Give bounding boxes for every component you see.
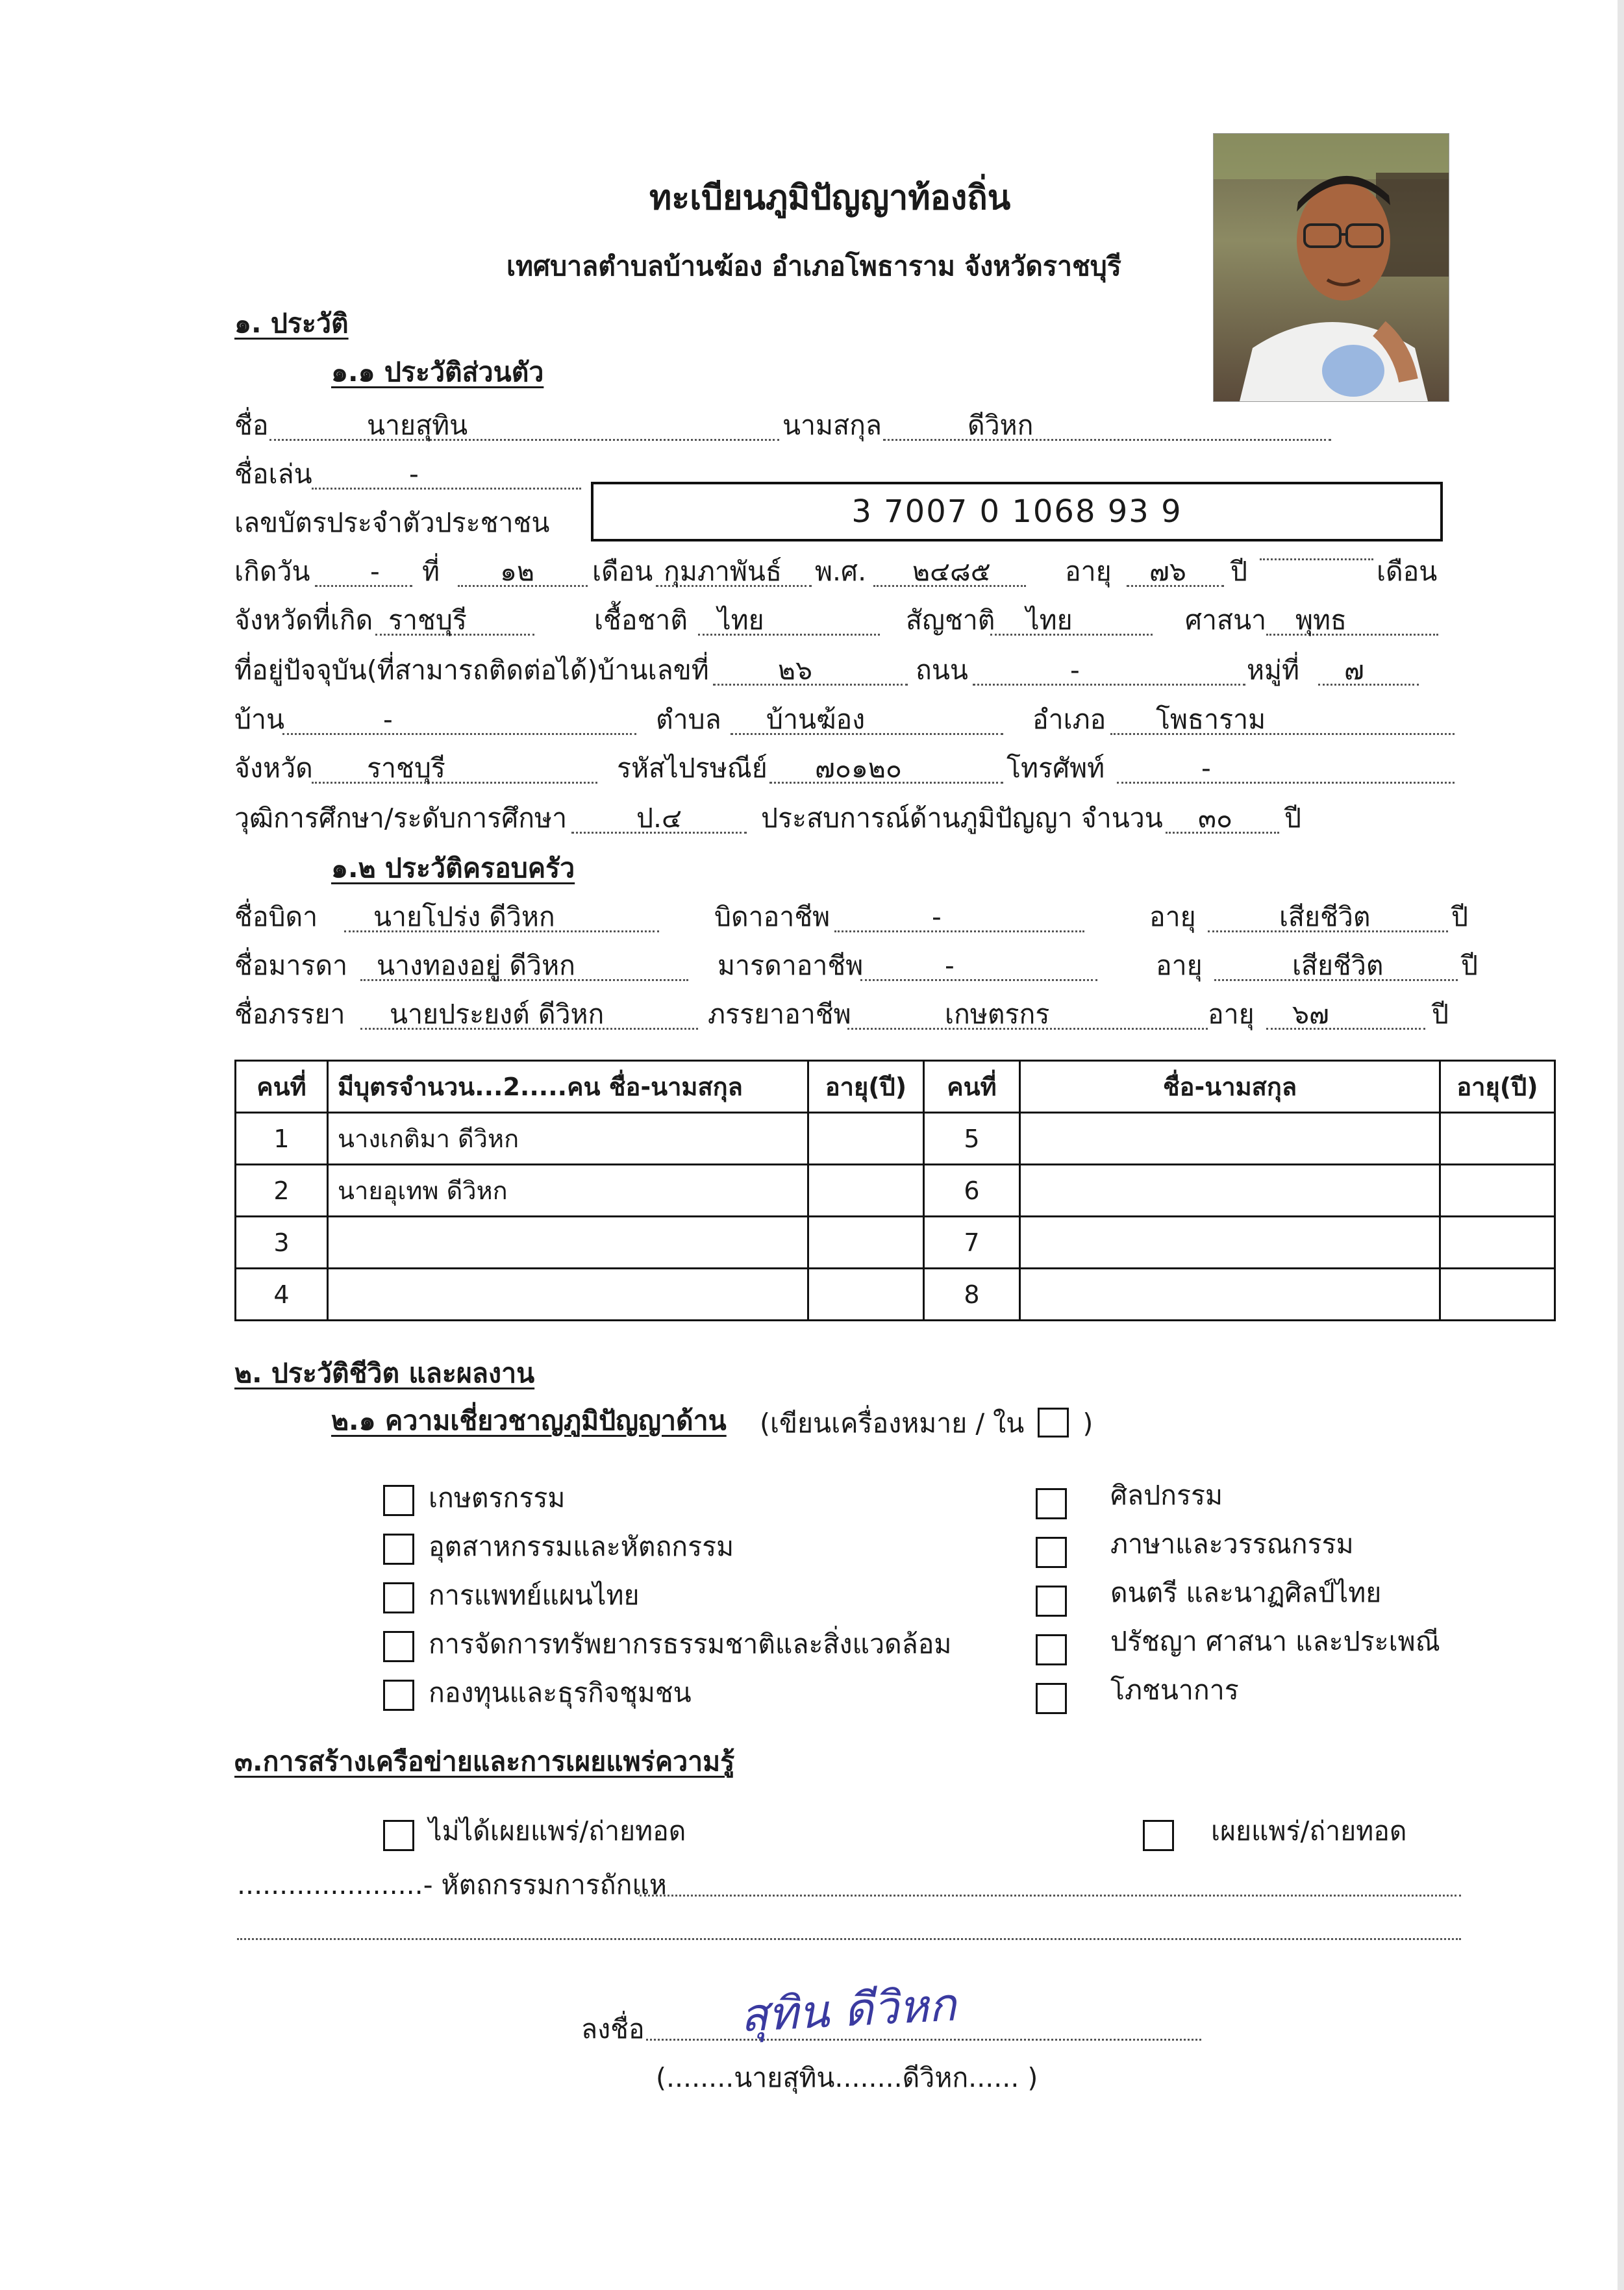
nationality-value: ไทย [990,607,1153,636]
section2-1-note [760,1408,1093,1437]
table-row [236,1269,1555,1321]
year-be-label: พ.ศ. [815,556,867,587]
mother-label: ชื่อมารดา [234,950,348,981]
option-label: ศิลปกรรม [1110,1480,1223,1511]
house-no-value: ๒๖ [713,657,908,686]
mother-years-label: ปี [1461,950,1479,981]
option-label: ปรัชญา ศาสนา และประเพณี [1110,1626,1440,1657]
age-months-value [1260,558,1373,560]
race-label: เชื้อชาติ [594,604,688,636]
table-cell [1440,1113,1555,1165]
dissemination-detail-line: ......................- หัตถกรรมการถักแห [237,1869,667,1900]
name-label: ชื่อ [234,410,269,441]
checkbox-natural-resources[interactable] [383,1631,414,1662]
sign-label: ลงชื่อ [581,2013,645,2045]
spouse-years-label: ปี [1432,999,1449,1030]
option-label: โภชนาการ [1110,1674,1239,1706]
table-cell: 8 [924,1269,1020,1321]
name-value: นายสุทิน [269,412,779,441]
option-label: ดนตรี และนาฏศิลป์ไทย [1110,1577,1382,1608]
nationality-label: สัญชาติ [906,604,995,636]
mother-job-value: - [860,952,1097,981]
checkbox-agriculture[interactable] [383,1485,414,1516]
road-value: - [973,657,1245,686]
mother-age-value: เสียชีวิต [1214,952,1458,981]
table-cell [328,1217,808,1269]
table-cell: นายอุเทพ ดีวิหก [328,1165,808,1217]
date-no-label: ที่ [422,556,440,587]
col-header-age-2: อายุ(ปี) [1440,1061,1555,1113]
religion-value: พุทธ [1266,607,1438,636]
section2-1-heading: ๒.๑ ความเชี่ยวชาญภูมิปัญญาด้าน [331,1405,727,1436]
nickname-label: ชื่อเล่น [234,458,312,490]
spouse-age-value: ๖๗ [1266,1001,1425,1030]
spouse-job-label: ภรรยาอาชีพ [708,999,851,1030]
month-value: กุมภาพันธ์ [656,558,812,587]
race-value: ไทย [698,607,880,636]
mother-age-label: อายุ [1156,950,1203,981]
checkbox-language-literature[interactable] [1036,1537,1067,1568]
col-header-no-2: คนที่ [924,1061,1020,1113]
table-cell: นางเกติมา ดีวิหก [328,1113,808,1165]
education-value: ป.๔ [571,805,747,834]
experience-label: ประสบการณ์ด้านภูมิปัญญา จำนวน [761,803,1163,834]
section1-2-heading: ๑.๒ ประวัติครอบครัว [331,853,575,884]
province-value: ราชบุรี [312,755,597,784]
education-label: วุฒิการศึกษา/ระดับการศึกษา [234,803,568,834]
checkbox-philosophy-religion[interactable] [1036,1634,1067,1665]
age-label: อายุ [1065,556,1112,587]
moo-label: หมู่ที่ [1247,654,1300,686]
table-cell [808,1269,924,1321]
experience-years-label: ปี [1284,803,1302,834]
nickname-value: - [312,461,581,490]
village-label: บ้าน [234,704,285,735]
surname-label: นามสกุล [782,410,882,441]
table-cell [1020,1269,1440,1321]
born-day-label: เกิดวัน [234,556,310,587]
form-title: ทะเบียนภูมิปัญญาท้องถิ่น [649,179,1011,218]
col-header-name-2: ชื่อ-นามสกุล [1020,1061,1440,1113]
checkbox-thai-medicine[interactable] [383,1582,414,1613]
table-cell [1020,1217,1440,1269]
table-cell [1020,1165,1440,1217]
table-cell: 2 [236,1165,328,1217]
table-cell: 1 [236,1113,328,1165]
scan-edge [1618,0,1624,2290]
spouse-job-value: เกษตรกร [847,1001,1208,1030]
subdistrict-value: บ้านฆ้อง [731,706,1003,735]
section2-heading: ๒. ประวัติชีวิต และผลงาน [234,1358,535,1389]
road-label: ถนน [916,654,968,686]
section3-heading: ๓.การสร้างเครือข่ายและการเผยแพร่ความรู้ [234,1746,735,1777]
age-value: ๗๖ [1127,558,1224,587]
checkbox-disseminated[interactable] [1143,1820,1174,1851]
option-not-disseminated-label: ไม่ได้เผยแพร่/ถ่ายทอด [429,1815,686,1847]
section1-heading: ๑. ประวัติ [234,308,349,339]
note-checkbox-sample [1038,1408,1069,1437]
phone-value: - [1117,755,1455,784]
portrait-photo [1213,133,1449,402]
dissemination-detail-dots [640,1895,1461,1897]
checkbox-music-dance[interactable] [1036,1586,1067,1617]
section2-1-note-close: ) [1082,1408,1093,1439]
table-cell [1440,1217,1555,1269]
children-table-header [236,1061,1555,1113]
printed-signer-name: (........นายสุทิน........ดีวิหก...... ) [656,2062,1038,2093]
religion-label: ศาสนา [1185,604,1267,636]
address-label: ที่อยู่ปัจจุบัน(ที่สามารถติดต่อได้)บ้านเลขที่ [234,654,709,686]
id-card-label: เลขบัตรประจำตัวประชาชน [234,507,550,538]
village-value: - [282,706,636,735]
children-table [234,1060,1556,1321]
father-value: นายโปร่ง ดีวิหก [344,904,659,932]
surname-value: ดีวิหก [883,412,1331,441]
table-cell [808,1217,924,1269]
col-header-name: มีบุตรจำนวน...2.....คน ชื่อ-นามสกุล [328,1061,808,1113]
district-label: อำเภอ [1032,704,1106,735]
checkbox-not-disseminated[interactable] [383,1820,414,1851]
birth-province-value: ราชบุรี [375,607,534,636]
option-label: การจัดการทรัพยากรธรรมชาติและสิ่งแวดล้อม [429,1628,952,1660]
mother-value: นางทองอยู่ ดีวิหก [360,952,688,981]
section2-1-note-text: (เขียนเครื่องหมาย / ใน [760,1408,1025,1439]
phone-label: โทรศัพท์ [1006,753,1105,784]
spouse-value: นายประยงต์ ดีวิหก [360,1001,698,1030]
table-cell [1440,1165,1555,1217]
option-label: ภาษาและวรรณกรรม [1110,1528,1354,1560]
table-cell: 5 [924,1113,1020,1165]
moo-value: ๗ [1318,657,1419,686]
father-years-label: ปี [1451,901,1469,932]
born-day-value: - [315,558,412,587]
col-header-no: คนที่ [236,1061,328,1113]
option-disseminated-label: เผยแพร่/ถ่ายทอด [1211,1815,1407,1847]
id-card-number: 3 7007 0 1068 93 9 [591,482,1443,541]
checkbox-nutrition[interactable] [1036,1683,1067,1714]
option-label: อุตสาหกรรมและหัตถกรรม [429,1531,734,1562]
dissemination-blank-line [237,1938,1461,1940]
date-no-value: ๑๒ [458,558,588,587]
age-years-label: ปี [1230,556,1248,587]
district-value: โพธาราม [1110,706,1455,735]
form-subtitle: เทศบาลตำบลบ้านฆ้อง อำเภอโพธาราม จังหวัดราชบุรี [506,251,1121,282]
table-row [236,1217,1555,1269]
option-label: เกษตรกรรม [429,1482,566,1513]
father-job-label: บิดาอาชีพ [714,901,831,932]
section1-1-heading: ๑.๑ ประวัติส่วนตัว [331,356,544,388]
option-label: การแพทย์แผนไทย [429,1580,640,1611]
option-label: กองทุนและธุรกิจชุมชน [429,1677,692,1708]
father-age-value: เสียชีวิต [1208,904,1448,932]
table-cell: 7 [924,1217,1020,1269]
age-months-label: เดือน [1377,556,1438,587]
table-cell [808,1165,924,1217]
checkbox-community-fund[interactable] [383,1680,414,1711]
spouse-label: ชื่อภรรยา [234,999,345,1030]
father-label: ชื่อบิดา [234,901,318,932]
table-cell [1440,1269,1555,1321]
spouse-age-label: อายุ [1208,999,1255,1030]
father-job-value: - [834,904,1084,932]
table-cell [1020,1113,1440,1165]
postcode-label: รหัสไปรษณีย์ [617,753,768,784]
experience-value: ๓๐ [1166,805,1279,834]
checkbox-industry-handicraft[interactable] [383,1534,414,1565]
checkbox-arts[interactable] [1036,1488,1067,1519]
year-be-value: ๒๔๘๕ [873,558,1026,587]
postcode-value: ๗๐๑๒๐ [769,755,1003,784]
subdistrict-label: ตำบล [656,704,721,735]
table-cell: 4 [236,1269,328,1321]
col-header-age: อายุ(ปี) [808,1061,924,1113]
table-row [236,1113,1555,1165]
mother-job-label: มารดาอาชีพ [718,950,864,981]
birth-province-label: จังหวัดที่เกิด [234,604,373,636]
table-row [236,1165,1555,1217]
table-cell: 3 [236,1217,328,1269]
father-age-label: อายุ [1149,901,1196,932]
table-cell [808,1113,924,1165]
province-label: จังหวัด [234,753,313,784]
table-cell: 6 [924,1165,1020,1217]
month-label: เดือน [592,556,653,587]
handwritten-signature: สุทิน ดีวิหก [739,1978,958,2043]
table-cell [328,1269,808,1321]
